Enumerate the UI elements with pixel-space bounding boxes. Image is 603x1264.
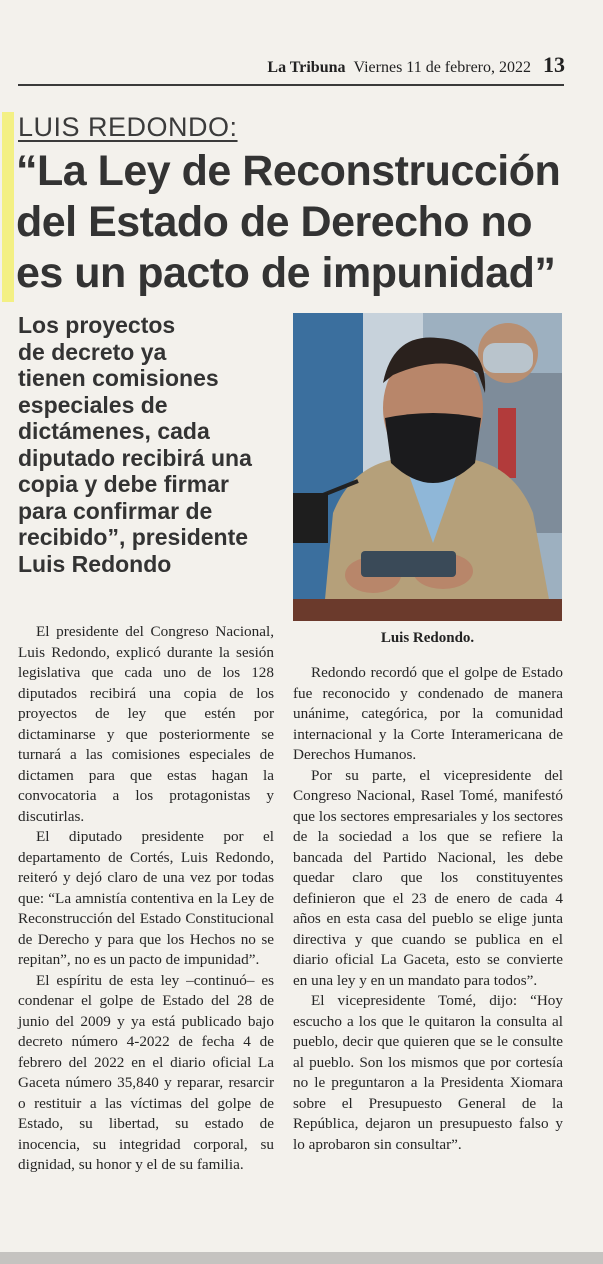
body-column-right xyxy=(293,663,563,1155)
photo-luis-redondo xyxy=(293,313,562,621)
deck-line: de decreto ya xyxy=(18,338,167,365)
headline xyxy=(16,146,576,299)
headline-line: es un pacto de impunidad” xyxy=(16,249,556,297)
photo-illustration xyxy=(293,313,562,621)
deck-line: Luis Redondo xyxy=(18,550,172,577)
deck xyxy=(18,312,280,577)
body-paragraph: El diputado presidente por el departamento de Cortés, Luis Redondo, reiteró y dejó claro de una vez por todas que: “La amnistía contentiva en la Ley de Reconstrucción del Estado Constitucional de Derecho y para que los Hechos no se repitan”, no es un pacto de impunidad”. xyxy=(18,828,274,968)
headline-line: “La Ley de Reconstrucción xyxy=(16,147,561,195)
deck-line: copia y debe firmar xyxy=(18,471,229,497)
deck-line: tienen comisiones xyxy=(18,365,219,391)
newspaper-name: La Tribuna xyxy=(267,59,346,76)
body-paragraph: El espíritu de esta ley –continuó– es condenar el golpe de Estado del 28 de junio del 2009 y ya está publicado bajo decreto número 4-2022 de fecha 4 de febrero del 2022 en el diario oficial La Gaceta número 35,840 y reparar, resarcir o restituir a las víctimas del golpe de Estado, su libertad, su estado de inocencia, su integridad corporal, su dignidad, su honor y el de su familia. xyxy=(18,971,274,1173)
body-paragraph: Redondo recordó que el golpe de Estado fue reconocido y condenado de manera unánime, categórica, por la comunidad internacional y la Corte Interamericana de Derechos Humanos. xyxy=(293,664,563,763)
headline-line: del Estado de Derecho no xyxy=(16,198,533,246)
deck-line: Los proyectos xyxy=(18,312,176,338)
deck-line: diputado recibirá una xyxy=(18,444,252,471)
page-number: 13 xyxy=(543,52,565,77)
deck-line: dictámenes, cada xyxy=(18,418,210,444)
header-rule xyxy=(18,84,564,86)
body-paragraph: El vicepresidente Tomé, dijo: “Hoy escucho a los que le quitaron la consulta al pueblo, decir que quieren que se le consulte al pueblo. Son los mismos que por cortesía no le preguntaron a la Presidenta Xiomara sobre el Presupuesto General de la República, dejaron un presupuesto falso y lo aprobaron sin consultar”. xyxy=(293,992,563,1153)
photo-caption: Luis Redondo. xyxy=(380,630,475,646)
page-header xyxy=(190,52,565,80)
deck-line: para confirmar de xyxy=(18,497,213,524)
deck-line: recibido”, presidente xyxy=(18,524,249,550)
body-paragraph: Por su parte, el vicepresidente del Congreso Nacional, Rasel Tomé, manifestó que los sectores empresariales y los sectores de la sociedad a los que se refiere la bancada del Partido Nacional, les debe quedar claro que los constituyentes definieron que el 23 de enero de cada 4 años en esta casa del pueblo se elige junta directiva y que cuando se publica en el diario oficial La Gaceta, esto se convierte en una ley y en un mandato para todos”. xyxy=(293,766,563,989)
deck-line: especiales de xyxy=(18,391,168,418)
body-paragraph: El presidente del Congreso Nacional, Luis Redondo, explicó durante la sesión legislativa que cada uno de los 128 diputados recibirá una copia de los proyectos de ley que estén por dictaminarse y que posteriormente se turnará a las comisiones especiales de dictamen para que estas hagan la convocatoria a los protagonistas y discutirlas. xyxy=(18,623,274,825)
kicker: LUIS REDONDO: xyxy=(18,112,238,142)
page-bottom-edge xyxy=(0,1252,603,1264)
highlighter-mark xyxy=(2,112,14,302)
body-column-left xyxy=(18,622,274,1176)
issue-date: Viernes 11 de febrero, 2022 xyxy=(353,59,531,76)
